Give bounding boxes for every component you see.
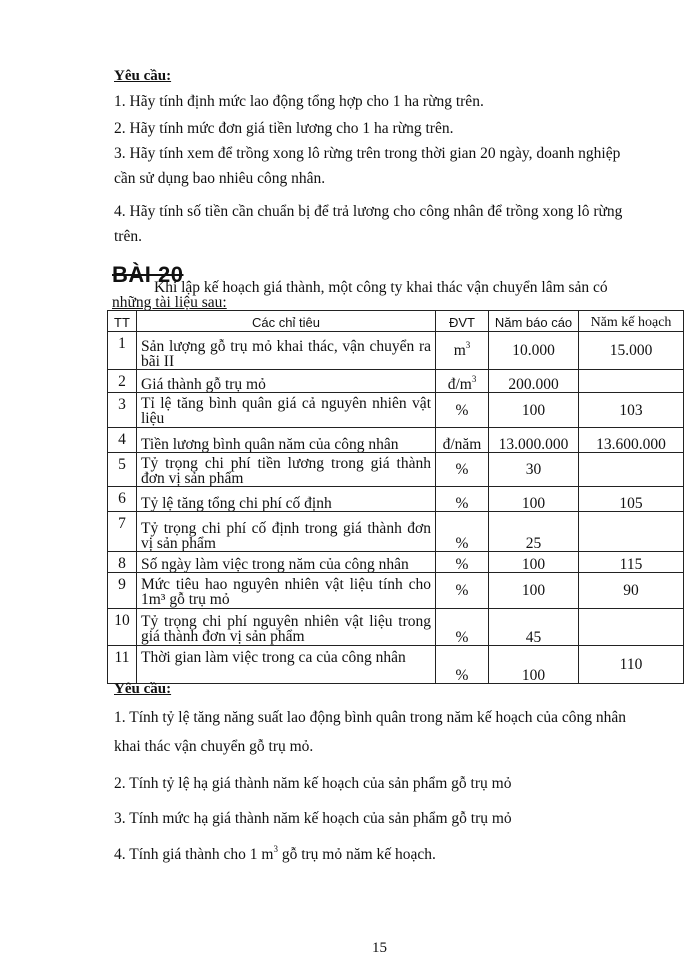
row-tt: 10	[108, 609, 137, 646]
row-report: 100	[489, 393, 579, 428]
row-report: 13.000.000	[489, 428, 579, 453]
requirements-heading-b: Yêu cầu:	[114, 681, 172, 697]
row-indicator: Tỷ trọng chi phí cố định trong giá thành đơn vị sản phẩm	[137, 512, 436, 552]
header-indicator: Các chỉ tiêu	[137, 311, 436, 332]
row-indicator: Thời gian làm việc trong ca của công nhân	[137, 646, 436, 684]
row-unit	[436, 332, 489, 370]
table-row	[108, 370, 684, 393]
row-tt: 8	[108, 552, 137, 573]
table-header-row	[108, 311, 684, 332]
row-indicator: Mức tiêu hao nguyên nhiên vật liệu tính cho 1m³ gỗ trụ mỏ	[137, 573, 436, 609]
requirement-b-2: 2. Tính tỷ lệ hạ giá thành năm kế hoạch của sản phẩm gỗ trụ mỏ	[114, 775, 512, 792]
row-unit: %	[436, 453, 489, 487]
row-unit: %	[436, 487, 489, 512]
table-row	[108, 428, 684, 453]
row-plan	[579, 370, 684, 393]
table-row	[108, 609, 684, 646]
data-table	[107, 310, 684, 684]
row-unit: đ/năm	[436, 428, 489, 453]
row-indicator: Tỉ lệ tăng bình quân giá cả nguyên nhiên vật liệu	[137, 393, 436, 428]
row-tt: 2	[108, 370, 137, 393]
row-report: 100	[489, 552, 579, 573]
row-unit	[436, 370, 489, 393]
requirement-a-3-line2: cần sử dụng bao nhiêu công nhân.	[114, 170, 326, 187]
row-tt: 1	[108, 332, 137, 370]
row-unit: %	[436, 552, 489, 573]
requirements-heading-a: Yêu cầu:	[114, 68, 172, 84]
row-report: 100	[489, 487, 579, 512]
requirement-a-4-line1: 4. Hãy tính số tiền cần chuẩn bị để trả lương cho công nhân để trồng xong lô rừng	[114, 203, 623, 220]
row-indicator: Tỷ trọng chi phí tiền lương trong giá thành đơn vị sản phẩm	[137, 453, 436, 487]
row-tt: 3	[108, 393, 137, 428]
table-row	[108, 393, 684, 428]
row-report: 100	[489, 646, 579, 684]
row-tt: 6	[108, 487, 137, 512]
row-report: 30	[489, 453, 579, 487]
row-unit: %	[436, 609, 489, 646]
row-report: 100	[489, 573, 579, 609]
row-plan: 15.000	[579, 332, 684, 370]
table-row	[108, 573, 684, 609]
requirement-b-4-superscript: 3	[273, 844, 278, 854]
row-plan: 13.600.000	[579, 428, 684, 453]
unit-text: đ/m	[447, 376, 472, 393]
exercise-intro-line1: Khi lập kế hoạch giá thành, một công ty khai thác vận chuyển lâm sản có	[154, 279, 608, 296]
row-plan	[579, 453, 684, 487]
row-plan	[579, 609, 684, 646]
header-plan-year: Năm kế hoạch	[579, 311, 684, 332]
row-tt: 4	[108, 428, 137, 453]
row-indicator: Sản lượng gỗ trụ mỏ khai thác, vận chuyển ra bãi II	[137, 332, 436, 370]
unit-text: m	[453, 342, 466, 359]
row-unit: %	[436, 393, 489, 428]
row-indicator: Tỷ lệ tăng tổng chi phí cố định	[137, 487, 436, 512]
page-number: 15	[372, 940, 387, 956]
row-report: 25	[489, 512, 579, 552]
row-indicator: Tiền lương bình quân năm của công nhân	[137, 428, 436, 453]
header-report-year: Năm báo cáo	[489, 311, 579, 332]
row-plan: 115	[579, 552, 684, 573]
row-unit: %	[436, 573, 489, 609]
unit-superscript: 3	[465, 340, 471, 350]
row-plan: 105	[579, 487, 684, 512]
row-tt: 11	[108, 646, 137, 684]
requirement-b-4	[114, 846, 436, 864]
row-unit: %	[436, 646, 489, 684]
table-row	[108, 487, 684, 512]
row-unit: %	[436, 512, 489, 552]
row-plan	[579, 512, 684, 552]
row-plan: 90	[579, 573, 684, 609]
requirement-b-4-post: gỗ trụ mỏ năm kế hoạch.	[277, 846, 436, 863]
row-indicator: Tỷ trọng chi phí nguyên nhiên vật liệu trong giá thành đơn vị sản phẩm	[137, 609, 436, 646]
row-tt: 9	[108, 573, 137, 609]
table-row	[108, 512, 684, 552]
table-row	[108, 552, 684, 573]
requirement-b-1-line2: khai thác vận chuyển gỗ trụ mỏ.	[114, 738, 314, 755]
table-row	[108, 453, 684, 487]
header-unit: ĐVT	[436, 311, 489, 332]
requirement-a-3-line1: 3. Hãy tính xem để trồng xong lô rừng trên trong thời gian 20 ngày, doanh nghiệp	[114, 145, 621, 162]
unit-superscript: 3	[471, 374, 477, 384]
row-report: 200.000	[489, 370, 579, 393]
requirement-a-4-line2: trên.	[114, 228, 142, 245]
row-plan: 103	[579, 393, 684, 428]
requirement-a-2: 2. Hãy tính mức đơn giá tiền lương cho 1 ha rừng trên.	[114, 120, 454, 137]
exercise-title: BÀI 20	[112, 262, 184, 287]
row-tt: 7	[108, 512, 137, 552]
table-row	[108, 332, 684, 370]
requirement-b-4-pre: 4. Tính giá thành cho 1 m	[114, 846, 274, 863]
requirement-b-1-line1: 1. Tính tỷ lệ tăng năng suất lao động bình quân trong năm kế hoạch của công nhân	[114, 709, 626, 726]
table-row	[108, 646, 684, 684]
row-report: 45	[489, 609, 579, 646]
row-plan: 110	[579, 646, 684, 684]
header-tt: TT	[108, 311, 137, 332]
requirement-b-3: 3. Tính mức hạ giá thành năm kế hoạch của sản phẩm gỗ trụ mỏ	[114, 810, 512, 827]
requirement-a-1: 1. Hãy tính định mức lao động tổng hợp cho 1 ha rừng trên.	[114, 93, 484, 110]
row-indicator: Giá thành gỗ trụ mỏ	[137, 370, 436, 393]
row-tt: 5	[108, 453, 137, 487]
row-report: 10.000	[489, 332, 579, 370]
row-indicator: Số ngày làm việc trong năm của công nhân	[137, 552, 436, 573]
exercise-intro-line2: những tài liệu sau:	[112, 294, 227, 311]
